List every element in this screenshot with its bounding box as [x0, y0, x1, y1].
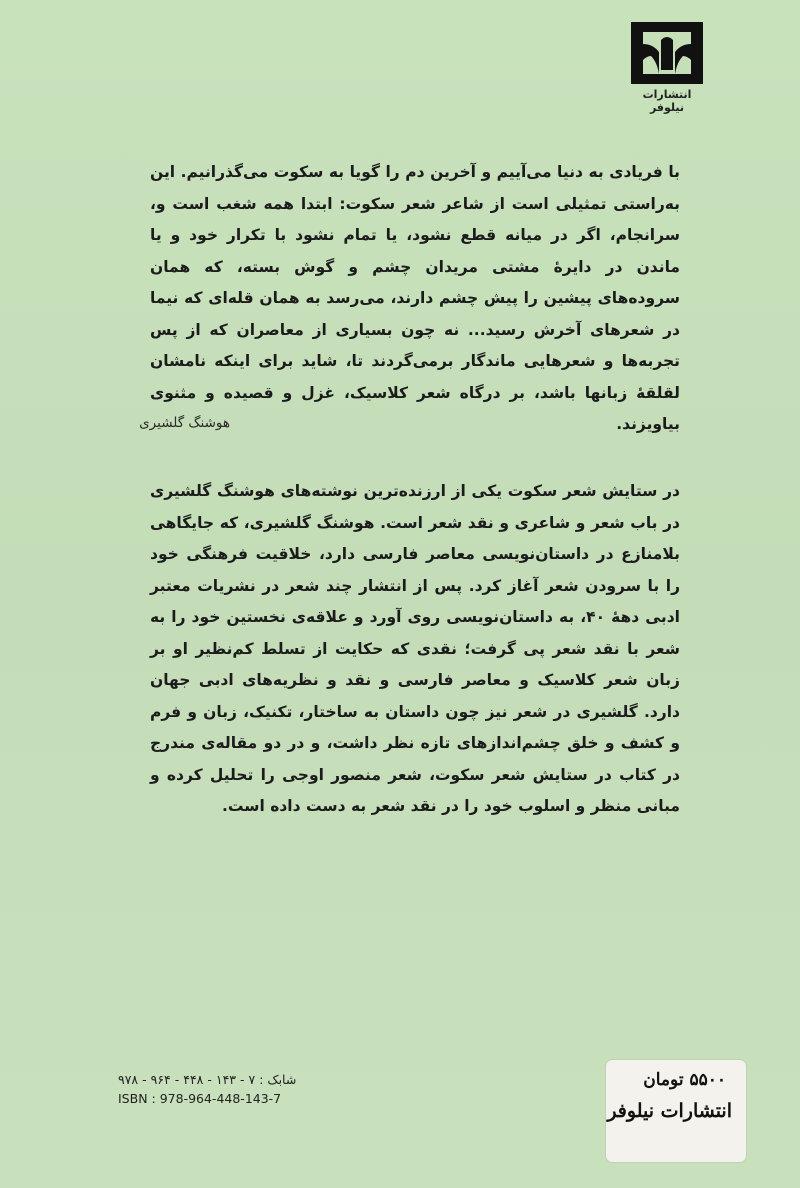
publisher-logo-caption: انتشارات نیلوفر	[642, 88, 692, 114]
bio-paragraph	[150, 476, 680, 823]
isbn-latin: ISBN : 978-964-448-143-7	[118, 1091, 282, 1106]
publisher-logo	[630, 22, 704, 114]
price-sticker	[606, 1060, 746, 1162]
price-label: ۵۵۰۰ تومان	[643, 1070, 726, 1090]
isbn-block	[118, 1070, 296, 1108]
quote-text: با فریادی به دنیا می‌آییم و آخرین دم را گویا به سکوت می‌گذرانیم. این به‌راستی تمثیلی است از شاعر شعر سکوت: ابتدا همه شغب است و، سرانجام، اگر در میانه قطع نشود، یا تمام نشود با تکرار خود و یا ماندن در دایرهٔ مشتی مریدان چشم و گوش بسته، که همان سروده‌های پیشین را پیش چشم دارند، می‌رسد به همان قله‌ای که نیما در شعرهای آخرش رسید... نه چون بسیاری از معاصران که از پس تجربه‌ها و شعرهایی ماندگار برمی‌گردند تا، شاید برای اینکه نامشان لقلقهٔ زبانها باشد، بر درگاه شعر کلاسیک، غزل و قصیده و مثنوی بیاویزند.	[150, 163, 680, 433]
publisher-logo-icon	[631, 22, 703, 84]
isbn-persian: شابک : ۷ - ۱۴۳ - ۴۴۸ - ۹۶۴ - ۹۷۸	[118, 1072, 297, 1087]
quote-paragraph	[150, 157, 680, 441]
quote-author: هوشنگ گلشیری	[139, 415, 230, 431]
bio-text: در ستایش شعر سکوت یکی از ارزنده‌ترین نوشته‌های هوشنگ گلشیری در باب شعر و شاعری و نقد شعر است. هوشنگ گلشیری، که جایگاهی بلامنازع در داستان‌نویسی معاصر فارسی دارد، خلاقیت فرهنگی خود را با سرودن شعر آغاز کرد. پس از انتشار چند شعر در نشریات معتبر ادبی دههٔ ۴۰، به داستان‌نویسی روی آورد و علاقه‌ی نخستین خود را به شعر با نقد شعر پی گرفت؛ نقدی که حکایت از تسلط کم‌نظیر او بر زبان شعر کلاسیک و معاصر فارسی و نقد و نظریه‌های ادبی جهان دارد. گلشیری در شعر نیز چون داستان به ساختار، تکنیک، زبان و فرم و کشف و خلق چشم‌اندازهای تازه نظر داشت، و در دو مقاله‌ی مندرج در کتاب در ستایش شعر سکوت، شعر منصور اوجی را تحلیل کرده و مبانی منظر و اسلوب خود را در نقد شعر به دست داده است.	[150, 482, 680, 815]
sticker-publisher: انتشارات نیلوفر	[607, 1100, 732, 1122]
